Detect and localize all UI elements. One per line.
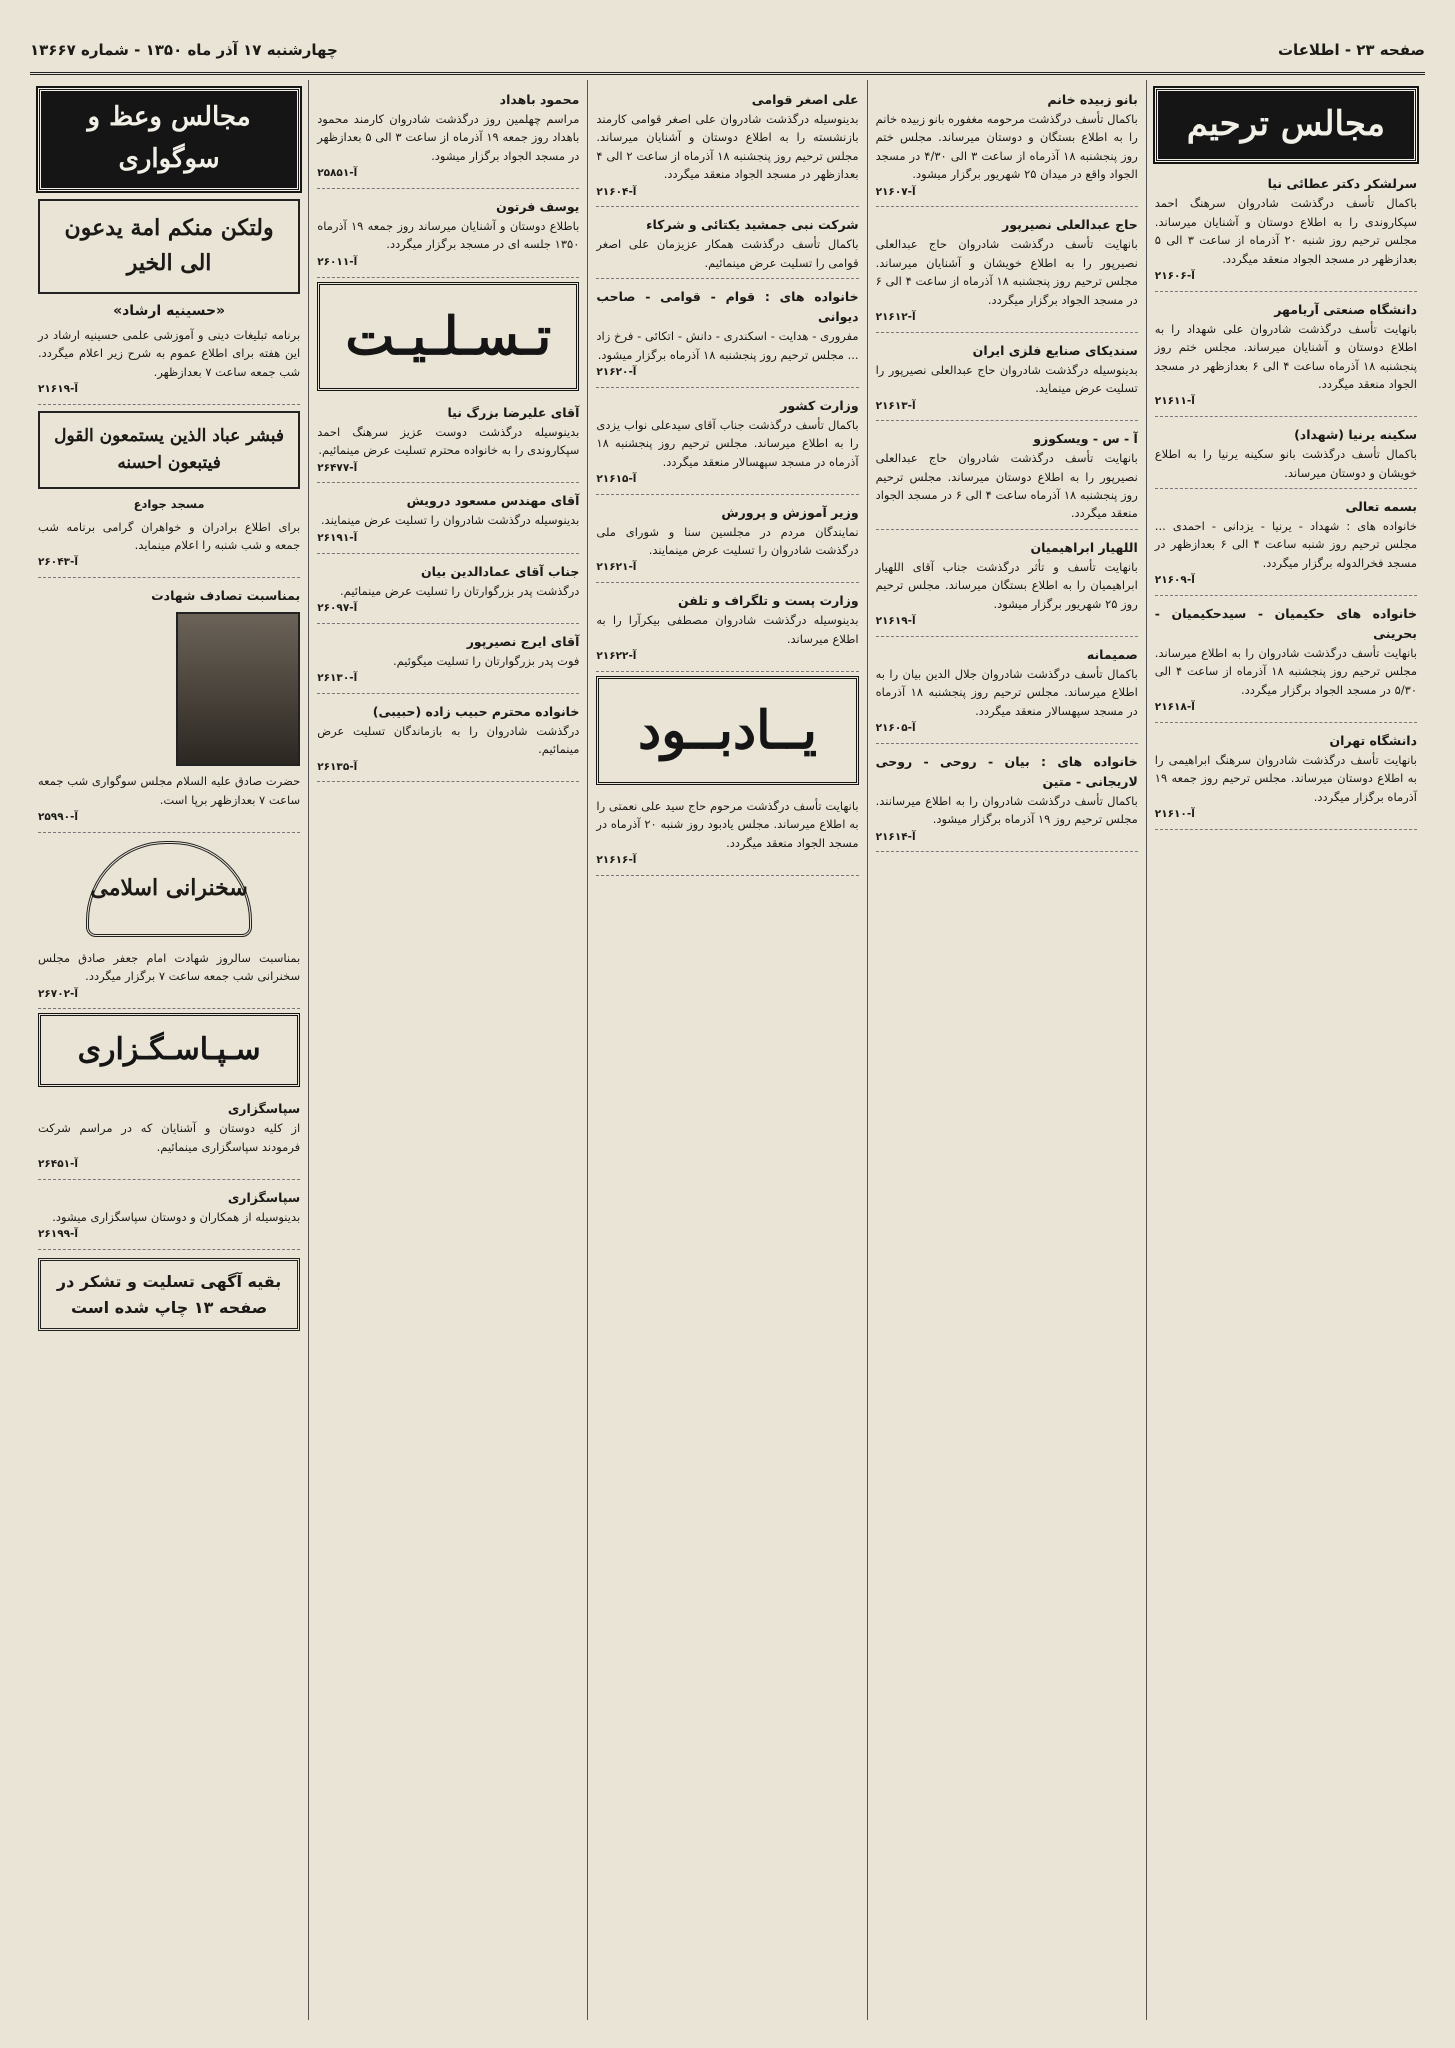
notice-title: خانواده های : قوام - قوامی - صاحب دیوانی — [596, 289, 859, 325]
notice-body: نمایندگان مردم در مجلسین سنا و شورای ملی درگذشت شادروان را تسلیت عرض مینمایند. — [596, 524, 859, 558]
notice — [317, 86, 579, 189]
notice-title: آقای مهندس مسعود درویش — [406, 493, 580, 509]
notice — [38, 582, 300, 833]
notice — [317, 193, 579, 278]
notice — [1155, 493, 1417, 596]
notice-code: آ-۲۱۶۰۹ — [1154, 574, 1195, 587]
notice-title: آقای ایرج نصیرپور — [466, 633, 580, 649]
seal-emblem: سخنرانی اسلامی — [86, 841, 252, 937]
notice-code: آ-۲۶۷۰۲ — [37, 987, 78, 1000]
notice — [876, 425, 1138, 530]
notice-body: بدینوسیله درگذشت شادروان را تسلیت عرض مینمایند. — [320, 513, 580, 528]
notice-code: آ-۲۱۶۲۱ — [596, 561, 637, 574]
subtitle: «حسینیه ارشاد» — [113, 302, 226, 319]
notice-title: دانشگاه صنعتی آریامهر — [1274, 301, 1417, 317]
notice-title: جناب آقای عمادالدین بیان — [421, 563, 580, 579]
notice-title: خانواده های حکیمیان - سیدحکیمیان - بحرینی — [1154, 605, 1417, 641]
notice — [876, 641, 1138, 744]
notice — [38, 945, 300, 1010]
page-header — [30, 28, 1425, 75]
notice — [1155, 727, 1417, 830]
notice-code: آ-۲۶۰۹۷ — [317, 601, 358, 614]
notice-title: سرلشکر دکتر عطائی نیا — [1267, 176, 1417, 192]
notice-body: باکمال تأسف درگذشت شادروان جلال الدین بیان را به اطلاع میرساند. مجلس ترحیم روز پنجشنبه ۱۸ آذرماه در مسجد سپهسالار منعقد میگردد. — [875, 666, 1138, 718]
notice-code: آ-۲۱۶۲۲ — [596, 650, 637, 663]
notice-title: سکینه یرنیا (شهداد) — [1294, 427, 1417, 443]
notice — [38, 1184, 300, 1250]
notice-list — [1155, 170, 1417, 829]
notice-body: حضرت صادق علیه السلام مجلس سوگواری شب جمعه ساعت ۷ بعدازظهر برپا است. — [37, 774, 301, 807]
notice-list — [876, 86, 1138, 852]
notice-title: علی اصغر قوامی — [751, 92, 859, 107]
notice-code: آ-۲۶۱۹۹ — [37, 1228, 78, 1241]
notice-title: وزیر آموزش و پرورش — [721, 504, 859, 520]
notice — [876, 211, 1138, 332]
notice-title: سندیکای صنایع فلزی ایران — [972, 342, 1138, 358]
notice-body: درگذشت شادروان را به بازماندگان تسلیت عرض مینمائیم. — [317, 723, 580, 757]
notice-body: بدینوسیله درگذشت دوست عزیز سرهنگ احمد سپکاروندی را به خانواده محترم تسلیت عرض مینمائیم. — [317, 424, 580, 458]
notice-code: آ-۲۶۱۳۵ — [317, 760, 358, 773]
notice-body: بدینوسیله از همکاران و دوستان سپاسگزاری میشود. — [52, 1210, 301, 1224]
notice-code: آ-۲۶۰۱۱ — [317, 255, 358, 268]
notice-body: بانهایت تأسف و تأثر درگذشت جناب آقای اللهیار ابراهیمیان را به اطلاع بستگان میرساند. مجلس ترحیم روز ۲۵ شهریور برگزار میشود. — [875, 559, 1138, 611]
notice — [876, 86, 1138, 207]
notice — [876, 337, 1138, 422]
notice-title: سپاسگزاری — [227, 1190, 301, 1205]
notice — [1155, 600, 1417, 723]
notice-code: آ-۲۱۶۱۶ — [596, 854, 637, 867]
notice-body: باطلاع دوستان و آشنایان میرساند روز جمعه ۱۹ آذرماه ۱۳۵۰ جلسه ای در مسجد برگزار میگردد. — [317, 218, 580, 252]
notice-body: فوت پدر بزرگوارتان را تسلیت میگوئیم. — [392, 653, 580, 668]
memorial-banner: یــادبــود — [596, 676, 858, 785]
notice-body: درگذشت پدر بزرگوارتان را تسلیت عرض مینمائیم. — [340, 583, 580, 598]
notice-body: بدینوسیله درگذشت شادروان حاج عبدالعلی نصیرپور را تسلیت عرض مینماید. — [875, 362, 1138, 396]
notice-list — [317, 399, 579, 783]
notice — [596, 211, 858, 279]
notice-body: باکمال تأسف درگذشت جناب آقای سیدعلی نواب یزدی را به اطلاع میرساند. مجلس ترحیم روز پنجشنبه ۱۸ آذرماه در مسجد سپهسالار منعقد میگردد. — [596, 417, 859, 469]
notice-body: بانهایت تأسف درگذشت شادروان علی شهداد را به اطلاع دوستان و آشنایان میرساند. مجلس ختم روز پنجشنبه ۱۸ آذرماه ساعت ۴ الی ۶ بعدازظهر در مسجد الجواد منعقد میگردد. — [1154, 321, 1417, 391]
notice — [317, 698, 579, 783]
notice-title: دانشگاه تهران — [1329, 732, 1417, 748]
notice-title: شرکت نبی جمشید یکتائی و شرکاء — [646, 217, 859, 233]
notice-title: بانو زبیده خانم — [1047, 92, 1138, 107]
notice — [876, 748, 1138, 853]
column-2 — [867, 80, 1146, 2020]
sermon-banner: مجالس وعظ و سوگواری — [38, 88, 300, 191]
calligraphy-heading: ولتکن منکم امة یدعون الی الخیر — [38, 199, 300, 293]
notice-body: باکمال تأسف درگذشت مرحومه مغفوره بانو زبیده خانم را به اطلاع بستگان و دوستان میرساند. مجلس ختم روز پنجشنبه ۱۸ آذرماه از ساعت ۳ الی ۴/۳۰ در مسجد الجواد واقع در میدان ۲۵ شهریور برگزار میشود. — [875, 112, 1138, 182]
notice-title: وزارت پست و تلگراف و تلفن — [677, 593, 859, 609]
notice-list — [596, 86, 858, 672]
notice — [38, 1095, 300, 1180]
notice-code: آ-۲۵۹۹۰ — [37, 811, 78, 824]
notice-code: آ-۲۶۴۷۷ — [317, 461, 358, 474]
notice-body: بدینوسیله درگذشت شادروان علی اصغر قوامی کارمند بازنشسته را به اطلاع دوستان و آشنایان میرساند. مجلس ترحیم روز پنجشنبه ۱۸ آذرماه از ساعت ۲ الی ۴ بعدازظهر در مسجد الجواد منعقد میگردد. — [596, 112, 859, 182]
notice-body: برنامه تبلیغات دینی و آموزشی علمی حسینیه ارشاد در این هفته برای اطلاع عموم به شرح زیر اعلام میگردد. شب جمعه ساعت ۷ بعدازظهر. — [37, 327, 301, 379]
notice-title: یوسف فرتون — [496, 198, 580, 214]
notice-code: آ-۲۱۶۱۲ — [875, 310, 916, 323]
notice-list — [38, 1095, 300, 1250]
notice-body: مفروری - هدایت - اسکندری - دانش - اتکائی - فرخ زاد ... مجلس ترحیم روز پنجشنبه ۱۸ آذرماه برگزار میشود. — [596, 329, 859, 362]
notice — [596, 392, 858, 495]
notice-title: صمیمانه — [1086, 646, 1138, 662]
notice-code: آ-۲۶۰۴۳ — [37, 556, 78, 569]
notice-title: خانواده های : بیان - روحی - روحی لاریجانی - متین — [875, 753, 1138, 789]
notice-code: آ-۲۵۸۵۱ — [317, 167, 358, 180]
column-1 — [1146, 80, 1425, 2020]
condolence-banner: تـسـلـیـت — [317, 282, 579, 391]
notice — [596, 86, 858, 207]
notice-code: آ-۲۱۶۱۱ — [1154, 395, 1195, 408]
notice-body: بمناسبت سالروز شهادت امام جعفر صادق مجلس سخنرانی شب جمعه ساعت ۷ برگزار میگردد. — [37, 950, 301, 984]
notice-code: آ-۲۱۶۲۰ — [596, 365, 637, 378]
notice-code: آ-۲۱۶۰۶ — [1154, 269, 1195, 282]
notice-title: اللهیار ابراهیمیان — [1030, 539, 1138, 555]
notice — [317, 399, 579, 484]
notice-title: بسمه تعالی — [1345, 498, 1417, 514]
newspaper-page — [30, 28, 1425, 2020]
notice-body: باکمال تأسف درگذشت شادروان را به اطلاع میرسانند. مجلس ترحیم روز ۱۹ آذرماه برگزار میشود. — [875, 793, 1138, 827]
notice — [317, 558, 579, 624]
subtitle-2: مسجد جوادع — [133, 497, 205, 512]
notice — [1155, 421, 1417, 489]
portrait-photo — [176, 612, 300, 766]
notice — [317, 487, 579, 553]
columns — [30, 80, 1425, 2020]
notice-list — [38, 322, 300, 405]
notice-code: آ-۲۱۶۱۹ — [37, 383, 78, 396]
notice-title: خانواده محترم حبیب زاده (حبیبی) — [372, 703, 580, 719]
notice — [596, 587, 858, 672]
notice — [1155, 170, 1417, 291]
notice-list — [317, 86, 579, 278]
notice-body: مراسم چهلمین روز درگذشت شادروان کارمند محمود باهداد روز جمعه ۱۹ آذرماه از ساعت ۳ الی ۵ بعدازظهر در مسجد الجواد برگزار میشود. — [317, 112, 580, 163]
notice-body: بدینوسیله درگذشت شادروان مصطفی بیکرآرا را به اطلاع میرساند. — [596, 613, 859, 646]
notice-body: از کلیه دوستان و آشنایان که در مراسم شرکت فرمودند سپاسگزاری مینمائیم. — [37, 1121, 301, 1154]
page-number: صفحه ۲۳ - اطلاعات — [1277, 41, 1425, 59]
notice-title: حاج عبدالعلی نصیرپور — [1002, 217, 1138, 233]
notice-code: آ-۲۱۶۱۵ — [596, 472, 637, 485]
notice-title: سپاسگزاری — [227, 1101, 301, 1117]
notice-body: باکمال تأسف درگذشت بانو سکینه یرنیا را به اطلاع خویشان و دوستان میرساند. — [1154, 447, 1417, 480]
notice-code: آ-۲۱۶۰۷ — [875, 185, 916, 198]
column-5 — [30, 80, 308, 2020]
notice-body: بانهایت تأسف درگذشت مرحوم حاج سید علی نعمتی را به اطلاع میرساند. مجلس یادبود روز شنبه ۲۰ آذرماه در مسجد الجواد منعقد میگردد. — [596, 799, 859, 850]
notice — [1155, 296, 1417, 417]
column-3 — [587, 80, 866, 2020]
notice-body: خانواده های : شهداد - یرنیا - یزدانی - احمدی ... مجلس ترحیم روز شنبه ساعت ۴ الی ۶ بعدازظهر در مسجد فخرالدوله برگزار میگردد. — [1154, 518, 1417, 570]
notice-title: آ - س - ویسکوزو — [1033, 431, 1138, 447]
notice-body: بانهایت تأسف درگذشت شادروان سرهنگ ابراهیمی را به اطلاع دوستان میرساند. مجلس ترحیم روز جمعه ۱۹ آذرماه برگزار میگردد. — [1154, 752, 1417, 804]
continued-note: بقیه آگهی تسلیت و تشکر در صفحه ۱۳ چاپ شده است — [38, 1258, 300, 1331]
notice-title: محمود باهداد — [499, 92, 580, 107]
notice-title: بمناسبت تصادف شهادت — [151, 588, 301, 604]
notice-body: بانهایت تأسف درگذشت شادروان را به اطلاع میرساند. مجلس ترحیم روز پنجشنبه ۱۸ آذرماه از ساعت ۴ الی ۵/۳۰ در مسجد الجواد برگزار میگردد. — [1154, 645, 1417, 697]
notice-body: بانهایت تأسف درگذشت شادروان حاج عبدالعلی نصیرپور را به اطلاع خویشان و آشنایان میرساند. مجلس ترحیم روز پنجشنبه ۱۸ آذرماه از ساعت ۴ الی ۶ در مسجد الجواد برگزار میگردد. — [875, 237, 1138, 307]
notice-code: آ-۲۶۱۹۱ — [317, 531, 358, 544]
notice-code: آ-۲۱۶۰۴ — [596, 185, 637, 198]
notice-body: برای اطلاع برادران و خواهران گرامی برنامه شب جمعه و شب شنبه را اعلام مینماید. — [37, 519, 301, 553]
memorial-notice — [596, 793, 858, 876]
calligraphy-heading-2: فبشر عباد الذین یستمعون القول فیتبعون احسنه — [38, 411, 300, 489]
notice — [876, 534, 1138, 637]
thanks-banner: سـپـاسـگـزاری — [38, 1013, 300, 1087]
column-4 — [308, 80, 587, 2020]
notice-code: آ-۲۱۶۱۹ — [875, 615, 916, 628]
notice-code: آ-۲۱۶۱۳ — [875, 399, 916, 412]
notice-code: آ-۲۱۶۰۵ — [875, 722, 916, 734]
notice — [596, 499, 858, 584]
notice-code: آ-۲۶۱۳۰ — [317, 672, 358, 685]
notice-body: باکمال تأسف درگذشت همکار عزیزمان علی اصغر قوامی را تسلیت عرض مینمائیم. — [596, 237, 859, 270]
section-banner: مجالس ترحیم — [1155, 88, 1417, 162]
notice — [317, 628, 579, 694]
issue-date: چهارشنبه ۱۷ آذر ماه ۱۳۵۰ - شماره ۱۳۶۶۷ — [30, 41, 338, 59]
notice-code: آ-۲۱۶۱۴ — [875, 830, 916, 843]
notice — [596, 283, 858, 388]
notice-title: وزارت کشور — [780, 397, 859, 413]
notice-code: آ-۲۱۶۱۸ — [1154, 701, 1195, 714]
notice — [38, 514, 300, 579]
notice-code: آ-۲۱۶۱۰ — [1154, 808, 1195, 820]
notice-code: آ-۲۶۴۵۱ — [37, 1158, 78, 1171]
notice — [38, 322, 300, 405]
notice-body: بانهایت تأسف درگذشت شادروان حاج عبدالعلی نصیرپور را به اطلاع دوستان میرساند. مجلس ترحیم روز پنجشنبه ۱۸ آذرماه ساعت ۴ الی ۶ در مسجد الجواد منعقد میگردد. — [875, 451, 1138, 521]
notice-title: آقای علیرضا بزرگ نیا — [447, 404, 580, 420]
notice-body: باکمال تأسف درگذشت شادروان سرهنگ احمد سپکاروندی را به اطلاع دوستان و آشنایان میرساند. مجلس ترحیم روز شنبه ۲۰ آذرماه از ساعت ۳ الی ۵ بعدازظهر در مسجد الجواد منعقد میگردد. — [1154, 196, 1417, 266]
